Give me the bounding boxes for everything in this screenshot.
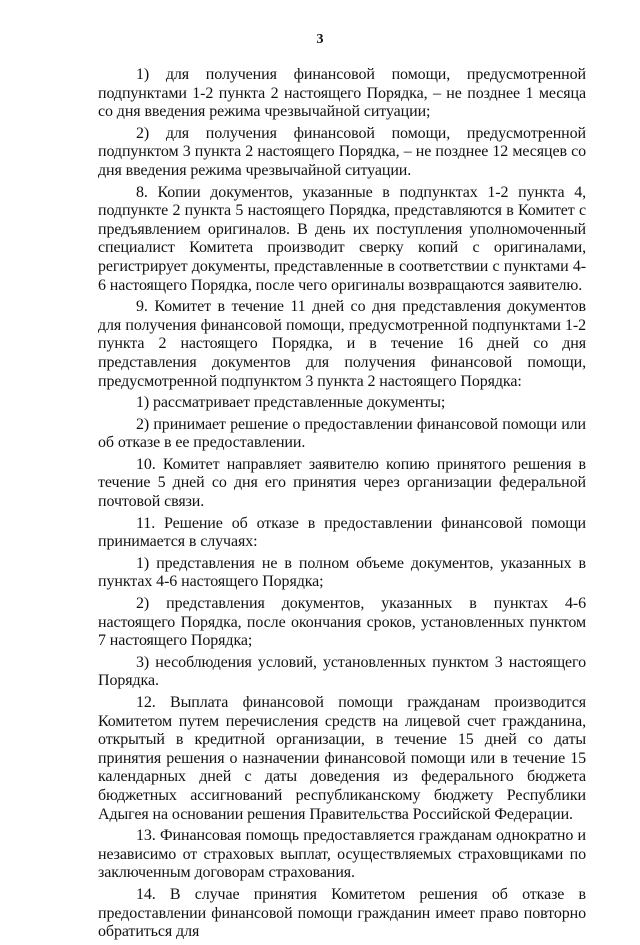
paragraph-8: 8. Копии документов, указанные в подпунктах 1-2 пункта 4, подпункте 2 пункта 5 настоящего Порядка, представляются в Комитет с предъявлением оригиналов. В день их поступления уполномоченный специалист Комитета производит сверку копий с оригиналами, регистрирует документы, представленные в соответствии с пунктами 4-6 настоящего Порядка, после чего оригиналы возвращаются заявителю. xyxy=(98,183,586,294)
paragraph-13: 13. Финансовая помощь предоставляется гражданам однократно и независимо от страховых выплат, осуществляемых страховщиками по заключенным договорам страхования. xyxy=(98,827,586,882)
paragraph-14: 14. В случае принятия Комитетом решения об отказе в предоставлении финансовой помощи гражданин имеет право повторно обратиться для xyxy=(98,885,586,941)
paragraph-11-1: 1) представления не в полном объеме документов, указанных в пунктах 4-6 настоящего Порядка; xyxy=(98,554,586,591)
paragraph-9-2: 2) принимает решение о предоставлении финансовой помощи или об отказе в ее предоставлении. xyxy=(98,415,586,452)
page-number: 3 xyxy=(316,32,324,47)
document-body xyxy=(98,66,586,945)
paragraph-12: 12. Выплата финансовой помощи гражданам производится Комитетом путем перечисления средств на лицевой счет гражданина, открытый в кредитной организации, в течение 15 дней со даты принятия решения о назначении финансовой помощи или в течение 15 календарных дней с даты доведения из федерального бюджета бюджетных ассигнований республиканскому бюджету Республики Адыгея на основании решения Правительства Российской Федерации. xyxy=(98,694,586,823)
paragraph-11-2: 2) представления документов, указанных в пунктах 4-6 настоящего Порядка, после окончания сроков, установленных пунктом 7 настоящего Порядка; xyxy=(98,595,586,650)
paragraph-7-2: 2) для получения финансовой помощи, предусмотренной подпунктом 3 пункта 2 настоящего Порядка, – не позднее 12 месяцев со дня введения режима чрезвычайной ситуации. xyxy=(98,124,586,179)
paragraph-7-1: 1) для получения финансовой помощи, предусмотренной подпунктами 1-2 пункта 2 настоящего Порядка, – не позднее 1 месяца со дня введения режима чрезвычайной ситуации; xyxy=(98,66,586,121)
paragraph-11: 11. Решение об отказе в предоставлении финансовой помощи принимается в случаях: xyxy=(98,514,586,551)
paragraph-9: 9. Комитет в течение 11 дней со дня представления документов для получения финансовой помощи, предусмотренной подпунктами 1-2 пункта 2 настоящего Порядка, и в течение 16 дней со дня представления документов для получения финансовой помощи, предусмотренной подпунктом 3 пункта 2 настоящего Порядка: xyxy=(98,298,586,390)
paragraph-10: 10. Комитет направляет заявителю копию принятого решения в течение 5 дней со дня его принятия через организации федеральной почтовой связи. xyxy=(98,455,586,511)
paragraph-9-1: 1) рассматривает представленные документы; xyxy=(136,394,446,412)
paragraph-11-3: 3) несоблюдения условий, установленных пунктом 3 настоящего Порядка. xyxy=(98,653,586,690)
